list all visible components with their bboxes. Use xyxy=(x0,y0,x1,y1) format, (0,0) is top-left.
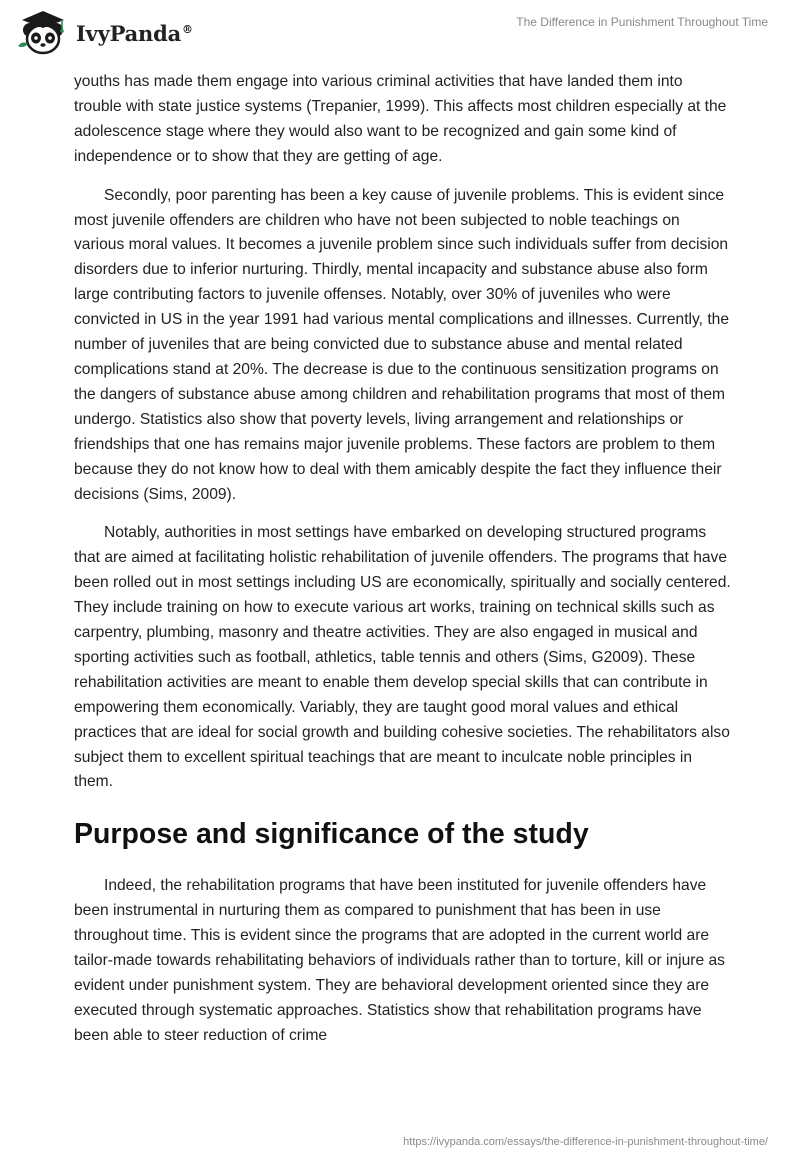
page-header xyxy=(0,0,800,66)
paragraph-1: youths has made them engage into various criminal activities that have landed them into trouble with state justice systems (Trepanier, 1999). This affects most children especially at the adolescence stage where they would also want to be recognized and gain some kind of independence or to show that they are getting of age. xyxy=(74,73,727,165)
section-heading: Purpose and significance of the study xyxy=(74,818,589,851)
paragraph-3: Notably, authorities in most settings have embarked on developing structured programs that are aimed at facilitating holistic rehabilitation of juvenile offenders. The programs that have been rolled out in most settings including US are economically, spiritually and socially centered. They include training on how to execute various art works, training on technical skills such as carpentry, plumbing, masonry and theatre activities. They are also engaged in musical and sporting activities such as football, athletics, table tennis and others (Sims, G2009). These rehabilitation activities are meant to enable them develop special skills that can contribute in empowering them economically. Variably, they are taught good moral values and ethical practices that are ideal for social growth and building cohesive societies. The rehabilitators also subject them to excellent spiritual teachings that are meant to inculcate noble principles in them. xyxy=(74,524,731,791)
document-title: The Difference in Punishment Throughout Time xyxy=(516,15,768,29)
brand-logo[interactable] xyxy=(14,8,193,58)
source-url[interactable]: https://ivypanda.com/essays/the-difference-in-punishment-throughout-time/ xyxy=(403,1136,768,1148)
paragraph-4: Indeed, the rehabilitation programs that have been instituted for juvenile offenders have been instrumental in nurturing them as compared to punishment that has been in use throughout time. This is evident since the programs that are adopted in the current world are tailor-made towards rehabilitating behaviors of individuals rather than to torture, kill or injure as evident under punishment system. They are behavioral development oriented since they are executed through systematic approaches. Statistics show that rehabilitation programs have been able to steer reduction of crime xyxy=(74,877,725,1044)
paragraph-2: Secondly, poor parenting has been a key cause of juvenile problems. This is evident since most juvenile offenders are children who have not been subjected to noble teachings on various moral values. It becomes a juvenile problem since such individuals suffer from decision disorders due to inferior nurturing. Thirdly, mental incapacity and substance abuse also form large contributing factors to juvenile offenses. Notably, over 30% of juveniles who were convicted in US in the year 1991 had various mental complications and illnesses. Currently, the number of juveniles that are being convicted due to substance abuse and mental related complications stand at 20%. The decrease is due to the continuous sensitization programs on the dangers of substance abuse among children and rehabilitation programs that most of them undergo. Statistics also show that poverty levels, living arrangement and relationships or friendships that one has remains major juvenile problems. These factors are problem to them because they do not know how to deal with them amicably despite the fact they influence their decisions (Sims, 2009). xyxy=(74,186,729,503)
essay-content xyxy=(74,70,734,1063)
brand-name: IvyPanda® xyxy=(76,20,193,46)
panda-graduation-cap-icon xyxy=(14,8,72,58)
